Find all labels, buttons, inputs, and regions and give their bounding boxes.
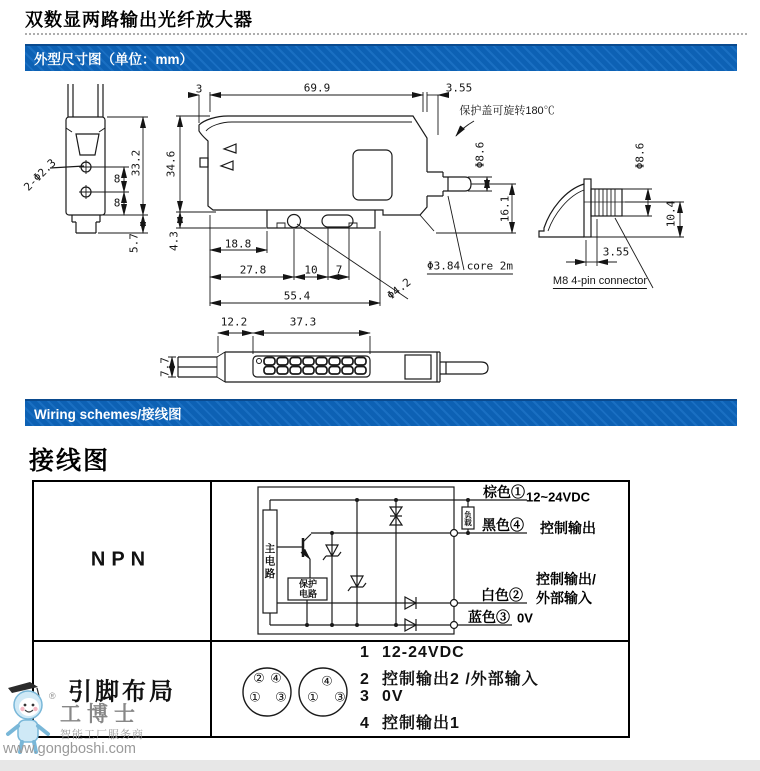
- pin-b-4: ④: [321, 674, 333, 690]
- table-border-right: [628, 480, 630, 738]
- mascot-body: [18, 720, 38, 742]
- wire-blue-label: 蓝色③: [468, 609, 510, 625]
- dim-33-2: 33.2: [129, 149, 143, 177]
- wire-brown-desc: 12~24VDC: [526, 489, 590, 505]
- outline-drawing: [50, 81, 684, 716]
- table-divider-horizontal: [32, 640, 630, 642]
- dim-3: 3: [195, 82, 203, 96]
- fiber-core-note: Φ3.84 core 2m: [426, 259, 514, 273]
- wire-white-desc-1: 控制输出/: [536, 571, 596, 587]
- watermark-url: www.gongboshi.com: [3, 741, 136, 757]
- wire-black-desc: 控制输出: [540, 520, 596, 536]
- dim-10: 10: [304, 263, 318, 277]
- pin-a-3: ③: [275, 690, 287, 706]
- pin-3-num: 3: [360, 688, 370, 705]
- watermark-brand: 工博士: [60, 702, 141, 726]
- footer-strip: [0, 760, 760, 771]
- pin-3-desc: 0V: [382, 688, 404, 705]
- wire-brown-label: 棕色①: [483, 484, 525, 500]
- dim-m8-dia: Φ8.6: [633, 142, 647, 170]
- dim-3-55a: 3.55: [445, 81, 473, 95]
- main-circuit-block-label: 主电路: [263, 543, 276, 581]
- junction-dots: [305, 498, 470, 627]
- page-title: 双数显两路输出光纤放大器: [25, 10, 253, 30]
- wire-white-desc-2: 外部输入: [536, 590, 592, 606]
- m8-connector-label: M8 4-pin connector: [552, 275, 648, 287]
- wire-blue-desc: 0V: [517, 610, 533, 626]
- pin-list-row: [360, 688, 404, 706]
- pin-4-num: 4: [360, 715, 370, 732]
- dim-37-3: 37.3: [289, 315, 317, 329]
- dim-7: 7: [335, 263, 343, 277]
- wiring-diagram-title: 接线图: [29, 447, 111, 475]
- pin-1-desc: 12-24VDC: [382, 644, 465, 661]
- dim-cable-dia: Φ8.6: [473, 141, 487, 169]
- wire-black-label: 黑色④: [482, 517, 524, 533]
- pin-list-row: [360, 710, 460, 733]
- pin-a-1: ①: [249, 690, 261, 706]
- connector-view: [539, 179, 684, 288]
- dim-27-8: 27.8: [239, 263, 267, 277]
- dim-55-4: 55.4: [283, 289, 311, 303]
- pin-layout-row-label: 引脚布局: [68, 678, 176, 706]
- dim-69-9: 69.9: [303, 81, 331, 95]
- pin-2-desc: 控制输出2 /外部输入: [382, 671, 539, 688]
- pin-list-row: [360, 666, 539, 689]
- pin-a-4: ④: [270, 671, 282, 687]
- pin-list-row: [360, 644, 465, 662]
- dim-7-7: 7.7: [158, 357, 172, 377]
- dim-8a: 8: [113, 172, 121, 186]
- pin-b-3: ③: [334, 690, 346, 706]
- pin-2-num: 2: [360, 671, 370, 688]
- pin-a-2: ②: [253, 671, 265, 687]
- pin-b-1: ①: [307, 690, 319, 706]
- table-divider-vertical: [210, 480, 212, 738]
- display-buttons: [264, 358, 366, 375]
- pin-4-desc: 控制输出1: [382, 715, 460, 732]
- dim-3-55b: 3.55: [602, 245, 630, 259]
- dim-4-3: 4.3: [167, 231, 181, 251]
- table-border-top: [32, 480, 630, 482]
- pin-1-num: 1: [360, 644, 370, 661]
- dim-10-4: 10.4: [664, 200, 678, 228]
- dim-holes: 2-Φ2.3: [21, 156, 59, 194]
- section-header-outline: 外型尺寸图（单位：mm）: [25, 44, 737, 71]
- dim-8b: 8: [113, 196, 121, 210]
- dim-34-6: 34.6: [164, 150, 178, 178]
- registered-mark: ®: [49, 691, 56, 701]
- dim-hole-dia: Φ4.2: [384, 275, 414, 303]
- dim-12-2: 12.2: [220, 315, 248, 329]
- top-view: [168, 333, 488, 382]
- protect-circuit-block-label: 保护电路: [298, 579, 317, 599]
- dim-5-7: 5.7: [127, 233, 141, 253]
- dim-16-1: 16.1: [498, 195, 512, 223]
- npn-row-label: NPN: [90, 548, 152, 571]
- watermark-slogan: 智能工厂服务商: [60, 729, 144, 741]
- section-header-wiring: Wiring schemes/接线图: [25, 399, 737, 426]
- cover-rotate-note: 保护盖可旋转180℃: [459, 105, 555, 117]
- wire-white-label: 白色②: [481, 587, 523, 603]
- load-block-label: 负载: [463, 511, 473, 526]
- dim-18-8: 18.8: [224, 237, 252, 251]
